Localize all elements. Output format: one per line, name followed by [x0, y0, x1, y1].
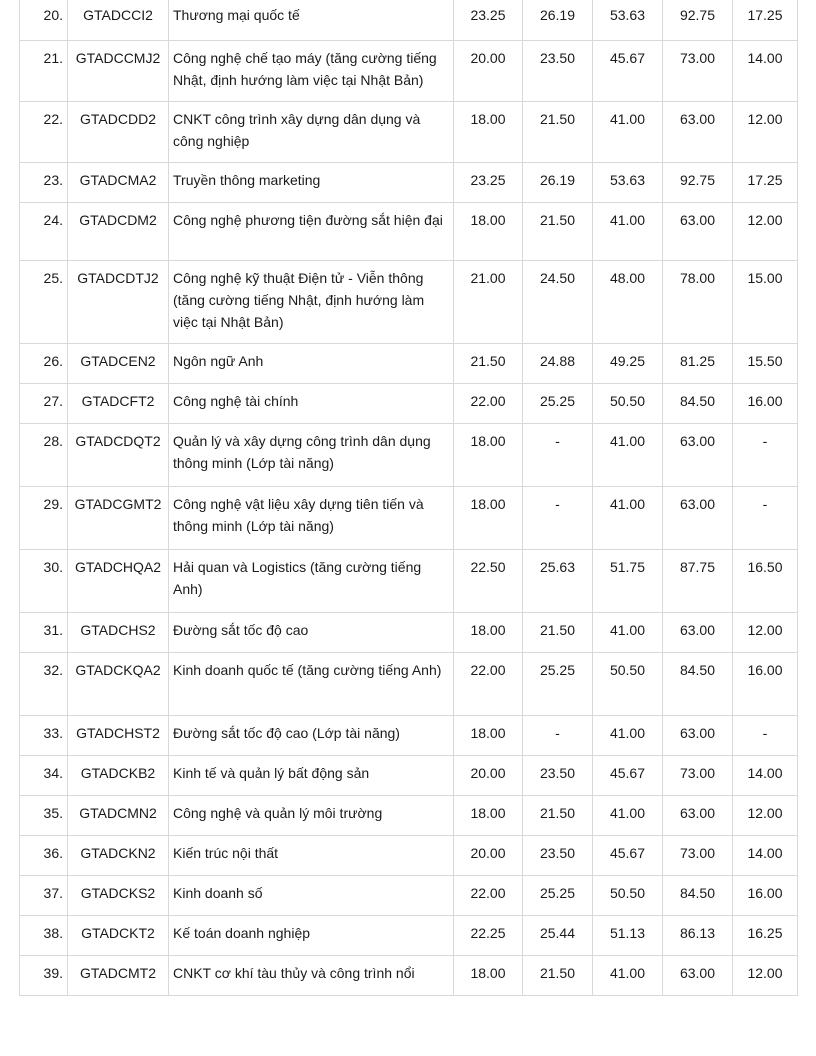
- score-col-2: 23.50: [523, 40, 593, 101]
- score-col-1: 23.25: [454, 0, 523, 40]
- score-col-5: 16.00: [733, 383, 798, 423]
- row-number: 20.: [20, 0, 68, 40]
- score-col-2: 24.50: [523, 260, 593, 343]
- score-col-3: 45.67: [593, 835, 663, 875]
- score-col-4: 63.00: [663, 795, 733, 835]
- score-col-3: 41.00: [593, 101, 663, 162]
- table-row: [20, 202, 798, 260]
- row-number: 34.: [20, 755, 68, 795]
- row-number: 28.: [20, 423, 68, 486]
- score-col-2: 21.50: [523, 795, 593, 835]
- program-code: GTADCGMT2: [68, 486, 169, 549]
- score-col-4: 81.25: [663, 343, 733, 383]
- score-col-5: -: [733, 486, 798, 549]
- table-row: [20, 383, 798, 423]
- table-row: [20, 795, 798, 835]
- score-col-5: 16.50: [733, 549, 798, 612]
- score-col-3: 41.00: [593, 795, 663, 835]
- program-code: GTADCMN2: [68, 795, 169, 835]
- score-col-5: 15.00: [733, 260, 798, 343]
- program-code: GTADCKT2: [68, 915, 169, 955]
- score-col-2: 23.50: [523, 835, 593, 875]
- row-number: 35.: [20, 795, 68, 835]
- score-col-5: 14.00: [733, 835, 798, 875]
- score-col-3: 41.00: [593, 486, 663, 549]
- table-row: [20, 955, 798, 995]
- score-col-1: 22.00: [454, 652, 523, 715]
- row-number: 24.: [20, 202, 68, 260]
- score-col-2: 21.50: [523, 612, 593, 652]
- score-col-1: 21.50: [454, 343, 523, 383]
- score-col-2: -: [523, 423, 593, 486]
- table-row: [20, 549, 798, 612]
- score-col-5: 14.00: [733, 40, 798, 101]
- table-row: [20, 875, 798, 915]
- score-col-1: 23.25: [454, 162, 523, 202]
- table-row: [20, 755, 798, 795]
- program-name: Truyền thông marketing: [169, 162, 454, 202]
- score-col-2: 21.50: [523, 955, 593, 995]
- row-number: 37.: [20, 875, 68, 915]
- score-col-4: 87.75: [663, 549, 733, 612]
- score-col-1: 20.00: [454, 835, 523, 875]
- program-name: Kiến trúc nội thất: [169, 835, 454, 875]
- table-row: [20, 260, 798, 343]
- score-col-4: 86.13: [663, 915, 733, 955]
- row-number: 39.: [20, 955, 68, 995]
- row-number: 27.: [20, 383, 68, 423]
- program-name: Hải quan và Logistics (tăng cường tiếng Anh): [169, 549, 454, 612]
- score-col-1: 18.00: [454, 795, 523, 835]
- table-row: [20, 486, 798, 549]
- row-number: 21.: [20, 40, 68, 101]
- table-body: [20, 0, 798, 995]
- program-code: GTADCKS2: [68, 875, 169, 915]
- program-name: Kinh doanh số: [169, 875, 454, 915]
- score-col-1: 22.00: [454, 383, 523, 423]
- program-code: GTADCDD2: [68, 101, 169, 162]
- program-name: Công nghệ chế tạo máy (tăng cường tiếng Nhật, định hướng làm việc tại Nhật Bản): [169, 40, 454, 101]
- score-col-2: 25.44: [523, 915, 593, 955]
- score-col-5: 16.00: [733, 875, 798, 915]
- row-number: 32.: [20, 652, 68, 715]
- score-col-4: 63.00: [663, 423, 733, 486]
- row-number: 30.: [20, 549, 68, 612]
- table-row: [20, 40, 798, 101]
- score-col-1: 18.00: [454, 486, 523, 549]
- score-col-5: -: [733, 715, 798, 755]
- program-code: GTADCKB2: [68, 755, 169, 795]
- score-col-1: 18.00: [454, 955, 523, 995]
- score-col-2: 21.50: [523, 101, 593, 162]
- row-number: 31.: [20, 612, 68, 652]
- score-col-1: 18.00: [454, 101, 523, 162]
- score-col-2: 25.25: [523, 652, 593, 715]
- score-col-2: 26.19: [523, 0, 593, 40]
- program-code: GTADCKQA2: [68, 652, 169, 715]
- program-code: GTADCMA2: [68, 162, 169, 202]
- score-col-4: 63.00: [663, 955, 733, 995]
- program-code: GTADCKN2: [68, 835, 169, 875]
- score-col-5: 12.00: [733, 202, 798, 260]
- program-name: Công nghệ tài chính: [169, 383, 454, 423]
- table-row: [20, 835, 798, 875]
- score-col-3: 53.63: [593, 0, 663, 40]
- score-col-2: 25.63: [523, 549, 593, 612]
- score-col-4: 63.00: [663, 486, 733, 549]
- program-name: Đường sắt tốc độ cao: [169, 612, 454, 652]
- program-name: Ngôn ngữ Anh: [169, 343, 454, 383]
- score-col-3: 41.00: [593, 423, 663, 486]
- score-col-2: 24.88: [523, 343, 593, 383]
- score-col-2: 26.19: [523, 162, 593, 202]
- table-row: [20, 162, 798, 202]
- score-col-4: 73.00: [663, 835, 733, 875]
- program-name: Kinh tế và quản lý bất động sản: [169, 755, 454, 795]
- row-number: 25.: [20, 260, 68, 343]
- program-name: CNKT cơ khí tàu thủy và công trình nổi: [169, 955, 454, 995]
- row-number: 23.: [20, 162, 68, 202]
- table-row: [20, 0, 798, 40]
- score-col-5: 14.00: [733, 755, 798, 795]
- program-code: GTADCDTJ2: [68, 260, 169, 343]
- row-number: 33.: [20, 715, 68, 755]
- score-col-1: 21.00: [454, 260, 523, 343]
- program-code: GTADCDQT2: [68, 423, 169, 486]
- score-col-3: 45.67: [593, 755, 663, 795]
- score-col-3: 51.13: [593, 915, 663, 955]
- score-col-5: 17.25: [733, 162, 798, 202]
- program-name: Công nghệ vật liệu xây dựng tiên tiến và thông minh (Lớp tài năng): [169, 486, 454, 549]
- score-col-3: 50.50: [593, 875, 663, 915]
- program-name: Quản lý và xây dựng công trình dân dụng thông minh (Lớp tài năng): [169, 423, 454, 486]
- score-col-3: 53.63: [593, 162, 663, 202]
- score-col-5: 16.00: [733, 652, 798, 715]
- program-code: GTADCEN2: [68, 343, 169, 383]
- program-code: GTADCHQA2: [68, 549, 169, 612]
- score-col-4: 84.50: [663, 383, 733, 423]
- table-row: [20, 101, 798, 162]
- score-col-3: 45.67: [593, 40, 663, 101]
- row-number: 22.: [20, 101, 68, 162]
- score-col-5: 12.00: [733, 101, 798, 162]
- program-name: Công nghệ phương tiện đường sắt hiện đại: [169, 202, 454, 260]
- score-col-4: 84.50: [663, 875, 733, 915]
- score-col-2: 25.25: [523, 383, 593, 423]
- document-page: [19, 0, 797, 996]
- score-col-1: 20.00: [454, 755, 523, 795]
- score-col-2: 23.50: [523, 755, 593, 795]
- score-col-3: 41.00: [593, 202, 663, 260]
- row-number: 38.: [20, 915, 68, 955]
- score-col-4: 63.00: [663, 101, 733, 162]
- score-col-1: 20.00: [454, 40, 523, 101]
- score-col-5: -: [733, 423, 798, 486]
- table-row: [20, 715, 798, 755]
- program-name: CNKT công trình xây dựng dân dụng và công nghiệp: [169, 101, 454, 162]
- score-col-1: 22.25: [454, 915, 523, 955]
- score-col-5: 17.25: [733, 0, 798, 40]
- table-row: [20, 423, 798, 486]
- program-name: Công nghệ và quản lý môi trường: [169, 795, 454, 835]
- score-col-3: 50.50: [593, 652, 663, 715]
- score-col-1: 22.00: [454, 875, 523, 915]
- score-col-2: -: [523, 715, 593, 755]
- program-name: Công nghệ kỹ thuật Điện tử - Viễn thông (tăng cường tiếng Nhật, định hướng làm việc tại Nhật Bản): [169, 260, 454, 343]
- score-col-5: 12.00: [733, 795, 798, 835]
- program-code: GTADCHST2: [68, 715, 169, 755]
- score-col-4: 63.00: [663, 715, 733, 755]
- score-col-4: 78.00: [663, 260, 733, 343]
- score-col-3: 41.00: [593, 612, 663, 652]
- score-col-4: 92.75: [663, 0, 733, 40]
- score-col-4: 73.00: [663, 40, 733, 101]
- score-col-5: 12.00: [733, 955, 798, 995]
- row-number: 29.: [20, 486, 68, 549]
- admission-score-table: [19, 0, 798, 996]
- score-col-3: 41.00: [593, 955, 663, 995]
- program-name: Kinh doanh quốc tế (tăng cường tiếng Anh): [169, 652, 454, 715]
- score-col-1: 18.00: [454, 202, 523, 260]
- program-name: Thương mại quốc tế: [169, 0, 454, 40]
- score-col-5: 16.25: [733, 915, 798, 955]
- program-code: GTADCDM2: [68, 202, 169, 260]
- program-code: GTADCCMJ2: [68, 40, 169, 101]
- table-row: [20, 915, 798, 955]
- score-col-4: 73.00: [663, 755, 733, 795]
- program-code: GTADCFT2: [68, 383, 169, 423]
- score-col-1: 18.00: [454, 715, 523, 755]
- table-row: [20, 343, 798, 383]
- score-col-4: 63.00: [663, 612, 733, 652]
- score-col-3: 49.25: [593, 343, 663, 383]
- score-col-4: 84.50: [663, 652, 733, 715]
- program-code: GTADCHS2: [68, 612, 169, 652]
- program-name: Đường sắt tốc độ cao (Lớp tài năng): [169, 715, 454, 755]
- score-col-3: 48.00: [593, 260, 663, 343]
- program-name: Kế toán doanh nghiệp: [169, 915, 454, 955]
- score-col-4: 63.00: [663, 202, 733, 260]
- table-row: [20, 612, 798, 652]
- score-col-3: 41.00: [593, 715, 663, 755]
- row-number: 36.: [20, 835, 68, 875]
- program-code: GTADCMT2: [68, 955, 169, 995]
- score-col-5: 12.00: [733, 612, 798, 652]
- score-col-2: 25.25: [523, 875, 593, 915]
- score-col-4: 92.75: [663, 162, 733, 202]
- score-col-1: 22.50: [454, 549, 523, 612]
- score-col-2: 21.50: [523, 202, 593, 260]
- score-col-1: 18.00: [454, 423, 523, 486]
- program-code: GTADCCI2: [68, 0, 169, 40]
- score-col-5: 15.50: [733, 343, 798, 383]
- score-col-3: 51.75: [593, 549, 663, 612]
- score-col-1: 18.00: [454, 612, 523, 652]
- row-number: 26.: [20, 343, 68, 383]
- score-col-3: 50.50: [593, 383, 663, 423]
- table-row: [20, 652, 798, 715]
- score-col-2: -: [523, 486, 593, 549]
